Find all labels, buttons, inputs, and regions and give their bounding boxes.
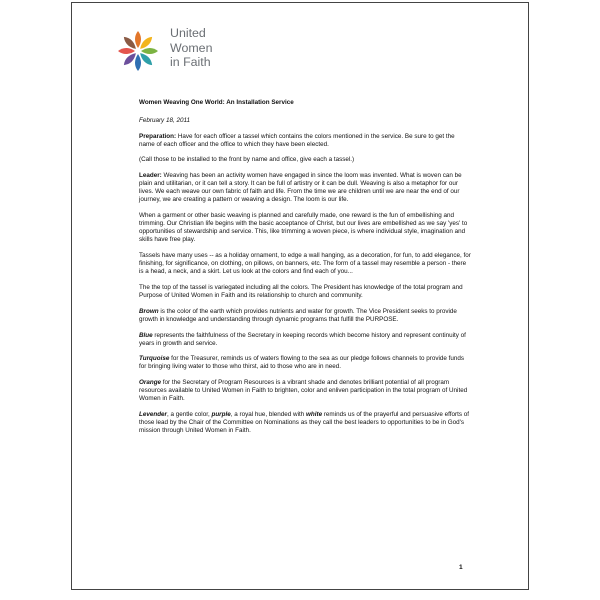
logo-line-3: in Faith: [170, 55, 211, 70]
turquoise-label: Turquoise: [139, 355, 170, 363]
document-body: [139, 99, 471, 443]
preparation-label: Preparation:: [139, 132, 177, 140]
levender-paragraph: [139, 411, 471, 435]
brown-label: Brown: [139, 307, 159, 315]
levender-mid-2: , a royal hue, blended with: [230, 410, 306, 418]
tassel-top-paragraph: The the top of the tassel is variegated including all the colors. The President has knowledge of the total program and Purpose of United Women in Faith and its relationship to church and community.: [139, 283, 463, 300]
logo-petal: [141, 48, 158, 54]
orange-text: for the Secretary of Program Resources is a vibrant shade and denotes brilliant potential of all program resources available to United Women in Faith to brighten, color and enliven participation in the total program of United Women in Faith.: [139, 379, 468, 403]
leader-paragraph: [139, 172, 471, 204]
tassels-paragraph: Tassels have many uses -- as a holiday ornament, to edge a wall hanging, as a decoration, for fun, to add elegance, for finishing, for significance, on clothing, on pillows, on banners, etc. The form of a tassel may resemble a person - there is a head, a neck, and a skirt. Let us look at the colors and find each of you...: [139, 252, 471, 276]
document-title: Women Weaving One World: An Installation Service: [139, 99, 294, 106]
levender-mid-1: , a gentle color,: [167, 410, 212, 418]
logo-petal: [135, 31, 141, 48]
blue-label: Blue: [139, 331, 153, 339]
document-date: February 18, 2011: [139, 116, 190, 124]
white-label: white: [305, 410, 323, 418]
blue-text: represents the faithfulness of the Secretary in keeping records which become history and represent continuity of years in growth and service.: [139, 331, 466, 347]
preparation-text: Have for each officer a tassel which contains the colors mentioned in the service. Be sure to get the name of each officer and the office to which they have been elected.: [139, 132, 455, 148]
call-note-paragraph: (Call those to be installed to the front by name and office, give each a tassel.): [139, 156, 355, 164]
logo-petal: [135, 54, 141, 71]
logo-line-2: Women: [170, 40, 213, 55]
document-page: [71, 2, 529, 590]
orange-label: Orange: [139, 379, 162, 387]
preparation-paragraph: [139, 133, 471, 149]
orange-paragraph: [139, 379, 471, 403]
turquoise-text: for the Treasurer, reminds us of waters flowing to the sea as our pledge follows channels to provide funds for bringing living water to those who thirst, aid to those who are in need.: [139, 355, 465, 371]
turquoise-paragraph: [139, 355, 471, 371]
flame-cross-logo-icon: [116, 29, 160, 73]
logo-line-1: United: [170, 26, 206, 40]
brown-text: is the color of the earth which provides nutrients and water for growth. The Vice President seeks to provide growth in knowledge and understanding through dynamic programs that fulfill the PURPOSE.: [139, 307, 457, 323]
page-number: 1: [459, 564, 463, 571]
levender-text: reminds us of the prayerful and persuasive efforts of those lead by the Chair of the Committee on Nominations as they call the best leaders to opportunities to be in God's mission through United Women in Faith.: [139, 410, 469, 435]
blue-paragraph: [139, 332, 471, 348]
logo-wordmark: [170, 26, 260, 70]
purple-label: purple: [211, 410, 231, 418]
brown-paragraph: [139, 308, 471, 324]
leader-label: Leader:: [139, 172, 162, 180]
leader-text: Weaving has been an activity women have engaged in since the loom was invented. What is woven can be plain and utilitarian, or it can tell a story. It can be full of artistry or it can be dull. Weaving is also a metaphor for our lives. We each weave our own fabric of faith and life. From the time we are children until we are near the end of our journey, we are creating a pattern or weaving a design. The loom is our life.: [139, 172, 462, 204]
levender-label: Levender: [139, 410, 167, 418]
logo-petal: [118, 48, 135, 54]
garment-paragraph: When a garment or other basic weaving is planned and carefully made, one reward is the fun of embellishing and trimming. Our Christian life begins with the basic acceptance of Christ, but our lives are embellished as we say 'yes' to opportunities of stewardship and service. This, like trimming a woven piece, is where individual style, imagination and skills have free play.: [139, 212, 468, 244]
